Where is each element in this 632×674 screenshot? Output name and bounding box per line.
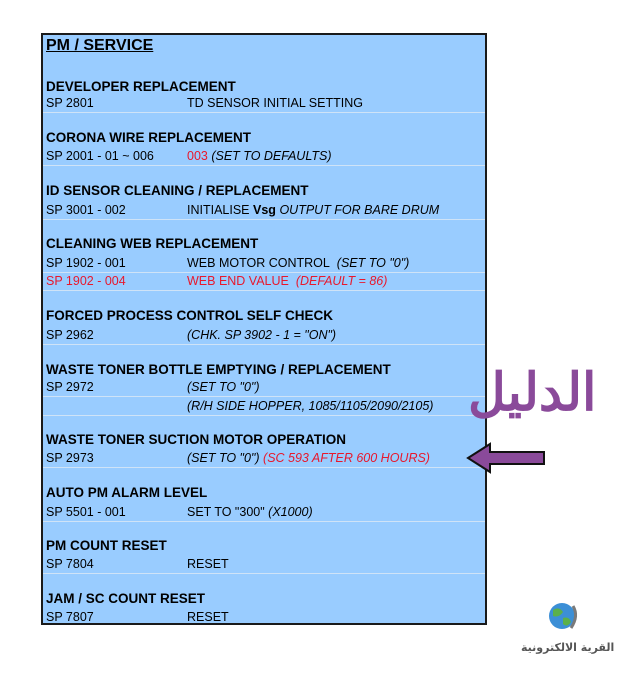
sp-code: SP 7804 (46, 557, 94, 571)
section-heading: PM COUNT RESET (46, 538, 167, 553)
section-heading: CORONA WIRE REPLACEMENT (46, 130, 251, 145)
logo-caption: القرية الالكترونية (521, 641, 615, 654)
section-heading: WASTE TONER BOTTLE EMPTYING / REPLACEMENT (46, 362, 391, 377)
sp-code: SP 2001 - 01 ~ 006 (46, 149, 154, 163)
row-note: (SET TO DEFAULTS) (211, 149, 332, 163)
table-row (43, 94, 485, 113)
section-heading: JAM / SC COUNT RESET (46, 591, 206, 606)
row-description: INITIALISE (187, 203, 250, 217)
setting-value: 003 (187, 149, 208, 163)
section-heading: CLEANING WEB REPLACEMENT (46, 236, 259, 251)
sp-code: SP 7807 (46, 610, 94, 624)
table-row (43, 608, 485, 626)
table-row (43, 254, 485, 273)
table-row (43, 326, 485, 345)
alert-note: (SC 593 AFTER 600 HOURS) (263, 451, 430, 465)
section-heading: DEVELOPER REPLACEMENT (46, 79, 236, 94)
sp-code: SP 1902 - 001 (46, 256, 126, 270)
page-title: PM / SERVICE (46, 37, 154, 54)
sp-code: SP 2801 (46, 96, 94, 110)
table-row (43, 555, 485, 574)
sp-code: SP 1902 - 004 (46, 274, 126, 288)
sp-code: SP 2972 (46, 380, 94, 394)
row-description: WEB MOTOR CONTROL (187, 256, 330, 270)
row-note: OUTPUT FOR BARE DRUM (279, 203, 440, 217)
sp-code: SP 5501 - 001 (46, 505, 126, 519)
pm-service-sheet (41, 33, 487, 625)
row-note: (X1000) (268, 505, 313, 519)
row-note: (DEFAULT = 86) (295, 274, 388, 288)
row-description: RESET (187, 610, 229, 624)
row-description: TD SENSOR INITIAL SETTING (187, 96, 363, 110)
table-row (43, 503, 485, 522)
section-heading: ID SENSOR CLEANING / REPLACEMENT (46, 183, 309, 198)
row-description: WEB END VALUE (187, 274, 289, 288)
table-row (43, 449, 485, 468)
section-heading: WASTE TONER SUCTION MOTOR OPERATION (46, 432, 347, 447)
row-note: (SET TO "0") (187, 380, 260, 394)
row-note: (SET TO "0") (336, 256, 410, 270)
arabic-title: الدليل (468, 362, 597, 423)
table-row (43, 378, 485, 397)
row-description: RESET (187, 557, 229, 571)
sp-code: SP 2973 (46, 451, 94, 465)
row-note: (CHK. SP 3902 - 1 = "ON") (187, 328, 337, 342)
table-row (43, 397, 485, 416)
row-description: SET TO "300" (187, 505, 265, 519)
sp-code: SP 2962 (46, 328, 94, 342)
row-note: (SET TO "0") (187, 451, 260, 465)
row-note: (R/H SIDE HOPPER, 1085/1105/2090/2105) (187, 399, 434, 413)
section-heading: AUTO PM ALARM LEVEL (46, 485, 208, 500)
left-arrow-icon (466, 441, 548, 475)
globe-logo-icon (545, 600, 581, 638)
sp-code: SP 3001 - 002 (46, 203, 126, 217)
table-row (43, 147, 485, 166)
table-row (43, 201, 485, 220)
section-heading: FORCED PROCESS CONTROL SELF CHECK (46, 308, 334, 323)
table-row (43, 272, 485, 291)
row-emphasis: Vsg (253, 203, 276, 217)
